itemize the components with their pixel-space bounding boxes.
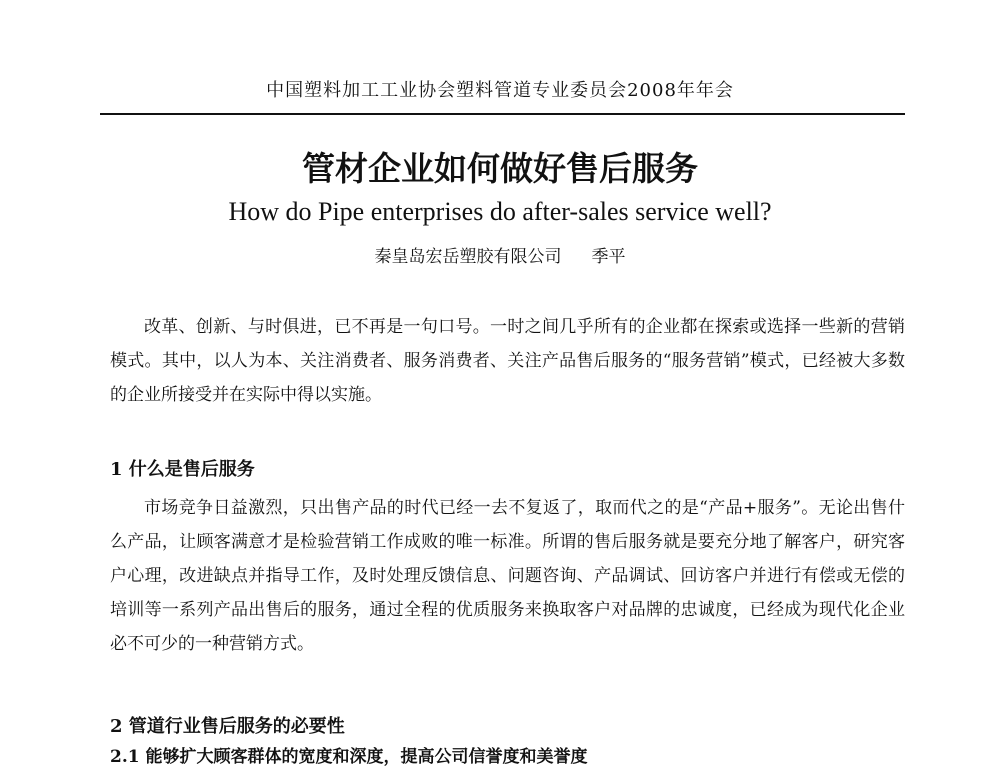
intro-paragraph: 改革、创新、与时俱进，已不再是一句口号。一时之间几乎所有的企业都在探索或选择一些新的营销模式。其中，以人为本、关注消费者、服务消费者、关注产品售后服务的“服务营销”模式，已经被大多数的企业所接受并在实际中得以实施。 [110,317,905,405]
article-subtitle: How do Pipe enterprises do after-sales service well? [228,197,772,226]
header-rule [100,113,905,115]
section-1-paragraph: 市场竞争日益激烈，只出售产品的时代已经一去不复返了，取而代之的是“产品+服务”。无论出售什么产品，让顾客满意才是检验营销工作成败的唯一标准。所谓的售后服务就是要充分地了解客户，研究客户心理，改进缺点并指导工作，及时处理反馈信息、问题咨询、产品调试、回访客户并进行有偿或无偿的培训等一系列产品出售后的服务，通过全程的优质服务来换取客户对品牌的忠诚度，已经成为现代化企业必不可少的一种营销方式。 [110,498,905,654]
author-name: 季平 [591,247,626,267]
affiliation: 秦皇岛宏岳塑胶有限公司 [374,247,562,267]
section-2-heading: 2 管道行业售后服务的必要性 [110,716,345,737]
author-line [0,242,1000,267]
article-title: 管材企业如何做好售后服务 [302,149,698,188]
section-2-1-heading: 2.1 能够扩大顾客群体的宽度和深度，提高公司信誉度和美誉度 [110,747,588,767]
conference-header: 中国塑料加工工业协会塑料管道专业委员会2008年年会 [266,80,734,101]
section-1-heading: 1 什么是售后服务 [110,459,255,480]
